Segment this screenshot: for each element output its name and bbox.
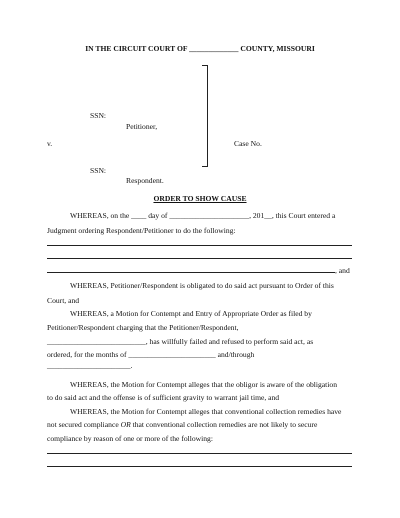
court-title: IN THE CIRCUIT COURT OF _____________ COUNTY, MISSOURI: [85, 44, 315, 53]
paragraph-4-line-1: WHEREAS, the Motion for Contempt alleges that the obligor is aware of the obligation: [70, 380, 337, 389]
caption-bracket: [202, 65, 208, 167]
order-title: ORDER TO SHOW CAUSE: [153, 194, 247, 203]
paragraph-3-line-3: __________________________, has willfully failed and refused to perform said act, as: [47, 337, 314, 346]
petitioner-label: Petitioner,: [126, 122, 158, 131]
and-connector: , and: [335, 266, 350, 275]
respondent-label: Respondent.: [126, 176, 164, 185]
ssn-label-petitioner: SSN:: [90, 111, 107, 120]
paragraph-3-line-5: ______________________.: [47, 361, 133, 370]
versus-label: v.: [47, 139, 53, 148]
case-number-label: Case No.: [234, 139, 262, 148]
paragraph-3-line-1: WHEREAS, a Motion for Contempt and Entry of Appropriate Order as filed by: [70, 309, 312, 318]
paragraph-2-line-2: Court, and: [47, 296, 80, 305]
paragraph-5-text-a: not secured compliance: [47, 420, 121, 429]
paragraph-1-line-1: WHEREAS, on the ____ day of _____________________, 201__, this Court entered a: [70, 211, 336, 220]
paragraph-5-line-3: compliance by reason of one or more of the following:: [47, 434, 213, 443]
paragraph-1-line-2: Judgment ordering Respondent/Petitioner to do the following:: [47, 226, 236, 235]
paragraph-4-line-2: to do said act and the offense is of sufficient gravity to warrant jail time, and: [47, 393, 280, 402]
paragraph-5-or-emphasis: OR: [120, 420, 131, 429]
paragraph-5-line-1: WHEREAS, the Motion for Contempt alleges that conventional collection remedies have: [70, 407, 342, 416]
ssn-label-respondent: SSN:: [90, 166, 107, 175]
paragraph-3-line-4: ordered, for the months of _______________________ and/through: [47, 350, 255, 359]
paragraph-5-line-2: [47, 420, 317, 429]
blank-line: [47, 258, 352, 259]
paragraph-5-text-c: that conventional collection remedies are not likely to secure: [130, 420, 318, 429]
blank-line: [47, 466, 352, 467]
blank-line: [47, 272, 335, 273]
paragraph-3-line-2: Petitioner/Respondent charging that the Petitioner/Respondent,: [47, 323, 239, 332]
blank-line: [47, 453, 352, 454]
blank-line: [47, 245, 352, 246]
paragraph-2-line-1: WHEREAS, Petitioner/Respondent is obligated to do said act pursuant to Order of this: [70, 281, 334, 290]
